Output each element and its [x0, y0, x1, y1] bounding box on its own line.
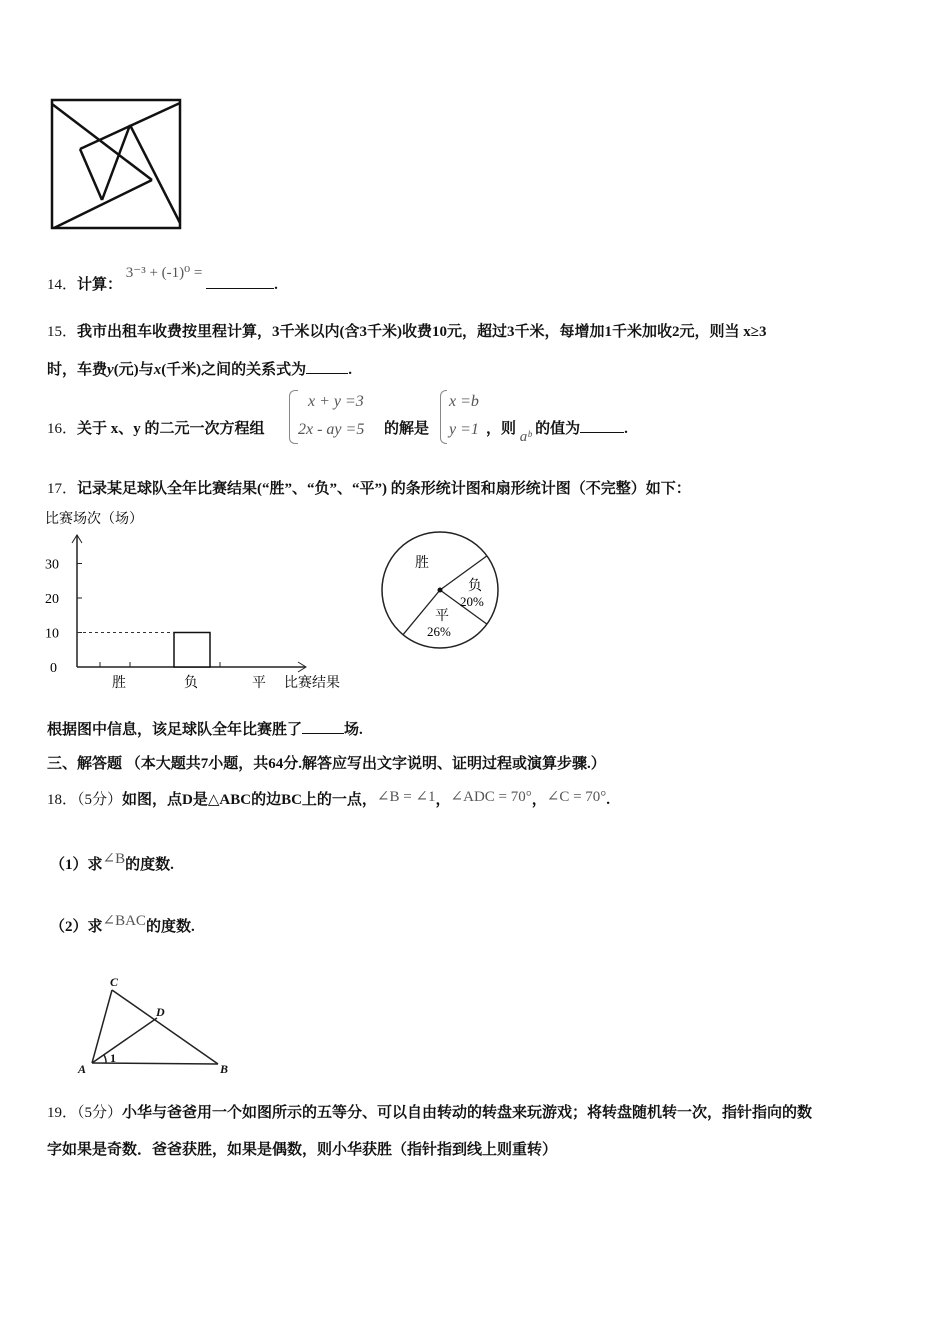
- pie-value-label: 20%: [460, 594, 484, 609]
- pie-label: 平: [435, 609, 449, 624]
- q14: 14．计算： 3⁻³ + (-1)⁰ = .: [47, 265, 278, 293]
- q15-text-b: (元)与: [113, 362, 154, 378]
- q19-line2: 字如果是奇数．爸爸获胜，如果是偶数，则小华获胜（指针指到线上则重转）: [47, 1142, 558, 1158]
- q19-line1: [47, 1101, 812, 1122]
- pie-chart: [375, 525, 515, 655]
- section-title: 三、解答题: [47, 756, 123, 772]
- q15-line1: [47, 320, 767, 341]
- label-D: D: [156, 1005, 165, 1019]
- part2-text: 的度数.: [145, 919, 195, 935]
- part1-text: 的度数.: [125, 857, 174, 873]
- q16-equation-1: x + y =3: [308, 393, 364, 410]
- x-tick-label: 胜: [112, 676, 126, 691]
- q17-unit: 场.: [344, 722, 363, 738]
- document-page: 14．计算： 3⁻³ + (-1)⁰ = . 15．我市出租车收费按里程计算，3千米以内(含3千米)收费10元，超过3千米，每增加1千米加收2元，则当 x≥3 时，车费y(元)与x(千米)之间的关系式为 . 16．关于 x、y 的二元一次方程组 x + y =3 2x - ay =5 的解是 x =b y =1 ，则 aᵇ 的值为 . 17．记录某足球队全年比赛结果(“胜”、“负”、“平”) 的条形统计图和扇形统计图（不完整）如下： 比赛场次（场） 比赛结果 0 10 20 30 胜 负 平 胜 负 20% 平 26% 根据图中信息，该足球队全年比赛胜了 场. 三、解答题 （本大题共7小题，共64分.解答应写出文字说明、证明过程或演算步骤.） 18．（5分）如图，点D是△ABC的边BC上的一点，∠B = ∠1，∠ADC = 70°，∠C = 70°. （1）求∠B的度数. （2）求∠BAC的度数. A B C D 1 19．（5分）小华与爸爸用一个如图所示的五等分、可以自由转动的转盘来玩游戏；将转盘随机转一次，指针指向的数 字如果是奇数．爸爸获胜，如果是偶数，则小华获胜（指针指到线上则重转）: [0, 0, 950, 1344]
- q14-label: 计算：: [77, 277, 123, 293]
- q18-score: （5分）: [77, 792, 123, 808]
- q18-cond-2: ∠ADC = 70°: [450, 789, 532, 805]
- part1-label: （1）求: [50, 857, 103, 873]
- q14-number: 14．: [47, 277, 78, 293]
- q15-number: 15．: [47, 324, 78, 340]
- x-tick-label: 平: [252, 676, 266, 691]
- q16-text3: ，则: [486, 421, 517, 437]
- q19-text1: 小华与爸爸用一个如图所示的五等分、可以自由转动的转盘来玩游戏；将转盘随机转一次，指针指向的数: [122, 1105, 813, 1121]
- section-desc: （本大题共7小题，共64分.解答应写出文字说明、证明过程或演算步骤.）: [125, 756, 606, 772]
- pie-label: 负: [468, 579, 482, 594]
- x-axis-label: 比赛结果: [284, 676, 340, 691]
- section-3: [47, 752, 606, 773]
- q18-part2: [50, 915, 195, 936]
- q18-text: 如图，点D是△ABC的边BC上的一点，: [122, 792, 377, 808]
- pie-value-label: 26%: [427, 624, 451, 639]
- bar-chart: [40, 505, 370, 695]
- q16-solution-2: y =1: [449, 421, 479, 438]
- label-B: B: [220, 1062, 229, 1076]
- label-1: 1: [110, 1051, 116, 1065]
- q14-expression: 3⁻³ + (-1)⁰ =: [125, 265, 203, 281]
- label-A: A: [78, 1062, 87, 1076]
- q16: [47, 417, 265, 438]
- y-tick-label: 10: [45, 626, 59, 642]
- q18-number: 18．: [47, 792, 78, 808]
- q17-question: [47, 718, 363, 739]
- part1-angle: ∠B: [102, 851, 126, 867]
- x-tick-label: 负: [184, 676, 198, 691]
- q19-score: （5分）: [77, 1105, 123, 1121]
- q15-line2: 时，车费y(元)与x(千米)之间的关系式为 .: [47, 358, 352, 379]
- q16-number: 16．: [47, 421, 78, 437]
- q16-solution-1: x =b: [449, 393, 479, 410]
- q17-after: 根据图中信息，该足球队全年比赛胜了: [47, 722, 303, 738]
- q15-text: 我市出租车收费按里程计算，3千米以内(含3千米)收费10元，超过3千米，每增加1千米加收2元，则当 x≥3: [77, 324, 767, 340]
- y-tick-label: 0: [50, 661, 57, 676]
- q18: 18．（5分）如图，点D是△ABC的边BC上的一点，∠B = ∠1，∠ADC = 70°，∠C = 70°.: [47, 789, 611, 808]
- q18-cond-1: ∠B = ∠1: [376, 789, 436, 805]
- q16-text4: 的值为: [535, 421, 581, 437]
- label-C: C: [110, 975, 119, 989]
- pie-center: [438, 588, 443, 593]
- q16-equation-2: 2x - ay =5: [298, 421, 365, 438]
- q18-part1: [50, 853, 174, 874]
- q19-number: 19．: [47, 1105, 78, 1121]
- y-tick-label: 30: [45, 557, 59, 573]
- q15-y: y: [107, 362, 114, 378]
- q17-number: 17．: [47, 481, 78, 497]
- triangle-figure: [70, 970, 245, 1080]
- part2-label: （2）求: [50, 919, 103, 935]
- y-tick-label: 20: [45, 592, 59, 607]
- square-figure: [45, 95, 190, 235]
- q15-text-c: (千米)之间的关系式为: [161, 362, 307, 378]
- q16-text1: 关于 x、y 的二元一次方程组: [77, 421, 265, 437]
- q16-text2: 的解是: [384, 421, 430, 437]
- q15-x: x: [153, 362, 162, 378]
- q17-text: 记录某足球队全年比赛结果(“胜”、“负”、“平”) 的条形统计图和扇形统计图（不完整）如下：: [77, 481, 691, 497]
- part2-angle: ∠BAC: [102, 913, 146, 929]
- q17: [47, 477, 691, 498]
- q18-cond-3: ∠C = 70°: [546, 789, 607, 805]
- bar: [174, 633, 210, 668]
- y-axis-label: 比赛场次（场）: [45, 512, 143, 527]
- q15-text-a: 时，车费: [47, 362, 108, 378]
- q16-power: aᵇ: [519, 429, 532, 445]
- pie-label: 胜: [415, 556, 429, 571]
